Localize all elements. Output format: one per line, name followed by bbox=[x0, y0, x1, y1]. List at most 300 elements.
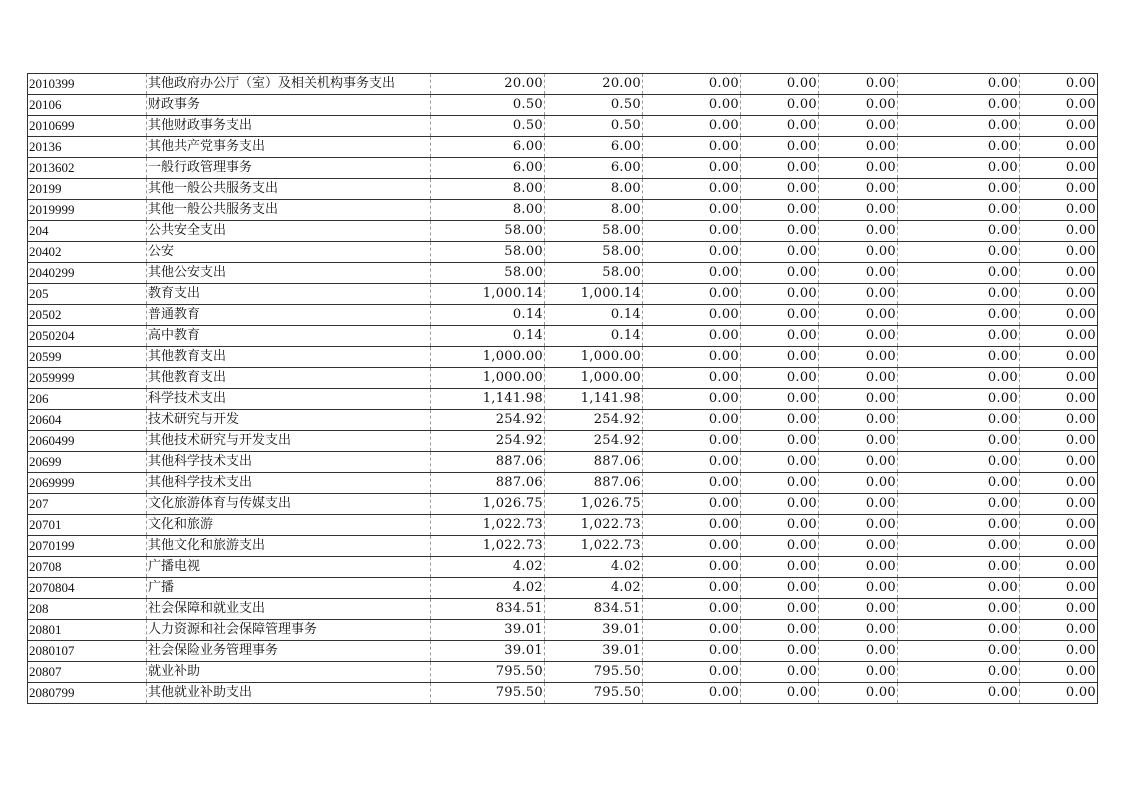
amount-cell: 0.00 bbox=[643, 473, 741, 494]
table-row bbox=[28, 95, 1098, 116]
amount-cell: 0.00 bbox=[1020, 263, 1098, 284]
amount-cell: 0.00 bbox=[643, 641, 741, 662]
amount-cell: 0.00 bbox=[1020, 200, 1098, 221]
amount-cell: 58.00 bbox=[431, 242, 545, 263]
subject-code: 2070804 bbox=[28, 578, 147, 599]
amount-cell: 0.00 bbox=[643, 95, 741, 116]
table-row bbox=[28, 578, 1098, 599]
subject-name: 其他就业补助支出 bbox=[147, 683, 431, 704]
amount-cell: 0.00 bbox=[1020, 620, 1098, 641]
subject-name: 广播电视 bbox=[147, 557, 431, 578]
subject-name: 其他政府办公厅（室）及相关机构事务支出 bbox=[147, 74, 431, 95]
amount-cell: 0.00 bbox=[819, 326, 898, 347]
subject-name: 社会保障和就业支出 bbox=[147, 599, 431, 620]
amount-cell: 0.00 bbox=[1020, 431, 1098, 452]
amount-cell: 0.00 bbox=[741, 536, 819, 557]
subject-name: 其他科学技术支出 bbox=[147, 473, 431, 494]
amount-cell: 254.92 bbox=[545, 431, 643, 452]
amount-cell: 0.00 bbox=[898, 347, 1020, 368]
amount-cell: 0.00 bbox=[898, 74, 1020, 95]
amount-cell: 0.00 bbox=[898, 410, 1020, 431]
amount-cell: 4.02 bbox=[545, 557, 643, 578]
amount-cell: 887.06 bbox=[431, 473, 545, 494]
amount-cell: 0.00 bbox=[819, 158, 898, 179]
amount-cell: 0.00 bbox=[1020, 452, 1098, 473]
amount-cell: 0.00 bbox=[1020, 641, 1098, 662]
amount-cell: 0.00 bbox=[741, 662, 819, 683]
amount-cell: 0.00 bbox=[741, 347, 819, 368]
subject-name: 社会保险业务管理事务 bbox=[147, 641, 431, 662]
amount-cell: 0.00 bbox=[1020, 389, 1098, 410]
amount-cell: 0.00 bbox=[819, 662, 898, 683]
table-row bbox=[28, 473, 1098, 494]
amount-cell: 0.00 bbox=[819, 683, 898, 704]
table-row bbox=[28, 557, 1098, 578]
amount-cell: 0.00 bbox=[741, 263, 819, 284]
table-body bbox=[28, 74, 1098, 704]
subject-code: 20708 bbox=[28, 557, 147, 578]
amount-cell: 1,026.75 bbox=[545, 494, 643, 515]
amount-cell: 0.00 bbox=[898, 557, 1020, 578]
subject-name: 其他教育支出 bbox=[147, 347, 431, 368]
amount-cell: 1,022.73 bbox=[545, 515, 643, 536]
amount-cell: 4.02 bbox=[431, 557, 545, 578]
amount-cell: 0.00 bbox=[643, 578, 741, 599]
table-row bbox=[28, 641, 1098, 662]
amount-cell: 39.01 bbox=[431, 620, 545, 641]
amount-cell: 0.00 bbox=[819, 368, 898, 389]
table-row bbox=[28, 662, 1098, 683]
amount-cell: 0.00 bbox=[819, 137, 898, 158]
amount-cell: 6.00 bbox=[431, 158, 545, 179]
table-row bbox=[28, 536, 1098, 557]
amount-cell: 887.06 bbox=[545, 473, 643, 494]
amount-cell: 0.00 bbox=[1020, 158, 1098, 179]
amount-cell: 1,000.14 bbox=[545, 284, 643, 305]
amount-cell: 0.00 bbox=[898, 200, 1020, 221]
amount-cell: 0.00 bbox=[643, 179, 741, 200]
amount-cell: 0.00 bbox=[741, 431, 819, 452]
amount-cell: 0.00 bbox=[898, 473, 1020, 494]
amount-cell: 0.00 bbox=[819, 221, 898, 242]
amount-cell: 0.00 bbox=[819, 95, 898, 116]
amount-cell: 0.00 bbox=[643, 137, 741, 158]
amount-cell: 0.00 bbox=[1020, 410, 1098, 431]
amount-cell: 0.14 bbox=[545, 326, 643, 347]
subject-name: 其他技术研究与开发支出 bbox=[147, 431, 431, 452]
amount-cell: 0.00 bbox=[643, 494, 741, 515]
amount-cell: 4.02 bbox=[545, 578, 643, 599]
amount-cell: 0.00 bbox=[741, 179, 819, 200]
amount-cell: 0.00 bbox=[741, 221, 819, 242]
amount-cell: 0.00 bbox=[898, 221, 1020, 242]
amount-cell: 0.00 bbox=[1020, 95, 1098, 116]
amount-cell: 795.50 bbox=[545, 683, 643, 704]
table-row bbox=[28, 263, 1098, 284]
amount-cell: 0.00 bbox=[819, 410, 898, 431]
amount-cell: 0.00 bbox=[1020, 221, 1098, 242]
amount-cell: 1,141.98 bbox=[431, 389, 545, 410]
amount-cell: 0.00 bbox=[741, 641, 819, 662]
subject-code: 2080799 bbox=[28, 683, 147, 704]
amount-cell: 0.00 bbox=[1020, 116, 1098, 137]
amount-cell: 834.51 bbox=[545, 599, 643, 620]
amount-cell: 0.00 bbox=[898, 578, 1020, 599]
amount-cell: 0.00 bbox=[643, 347, 741, 368]
subject-code: 20106 bbox=[28, 95, 147, 116]
subject-name: 广播 bbox=[147, 578, 431, 599]
amount-cell: 0.50 bbox=[545, 116, 643, 137]
amount-cell: 0.00 bbox=[898, 389, 1020, 410]
amount-cell: 0.00 bbox=[1020, 683, 1098, 704]
amount-cell: 0.00 bbox=[741, 599, 819, 620]
amount-cell: 0.00 bbox=[1020, 515, 1098, 536]
table-row bbox=[28, 347, 1098, 368]
amount-cell: 0.00 bbox=[898, 620, 1020, 641]
subject-code: 20136 bbox=[28, 137, 147, 158]
amount-cell: 0.00 bbox=[643, 305, 741, 326]
amount-cell: 0.00 bbox=[741, 137, 819, 158]
amount-cell: 254.92 bbox=[431, 410, 545, 431]
amount-cell: 0.00 bbox=[643, 368, 741, 389]
amount-cell: 0.00 bbox=[819, 578, 898, 599]
amount-cell: 58.00 bbox=[545, 242, 643, 263]
amount-cell: 0.00 bbox=[819, 473, 898, 494]
amount-cell: 0.00 bbox=[643, 221, 741, 242]
subject-name: 教育支出 bbox=[147, 284, 431, 305]
amount-cell: 795.50 bbox=[545, 662, 643, 683]
amount-cell: 254.92 bbox=[545, 410, 643, 431]
table-row bbox=[28, 599, 1098, 620]
amount-cell: 0.00 bbox=[1020, 305, 1098, 326]
subject-name: 其他共产党事务支出 bbox=[147, 137, 431, 158]
amount-cell: 0.00 bbox=[819, 284, 898, 305]
amount-cell: 0.00 bbox=[819, 494, 898, 515]
amount-cell: 0.00 bbox=[741, 410, 819, 431]
table-row bbox=[28, 410, 1098, 431]
amount-cell: 0.00 bbox=[898, 431, 1020, 452]
amount-cell: 0.50 bbox=[431, 95, 545, 116]
amount-cell: 0.00 bbox=[643, 599, 741, 620]
amount-cell: 0.00 bbox=[741, 683, 819, 704]
table-row bbox=[28, 515, 1098, 536]
amount-cell: 8.00 bbox=[545, 200, 643, 221]
amount-cell: 0.00 bbox=[741, 452, 819, 473]
amount-cell: 0.00 bbox=[741, 326, 819, 347]
amount-cell: 1,000.14 bbox=[431, 284, 545, 305]
amount-cell: 0.00 bbox=[819, 242, 898, 263]
amount-cell: 39.01 bbox=[545, 620, 643, 641]
table-row bbox=[28, 242, 1098, 263]
amount-cell: 58.00 bbox=[545, 263, 643, 284]
subject-code: 20699 bbox=[28, 452, 147, 473]
amount-cell: 0.50 bbox=[431, 116, 545, 137]
amount-cell: 0.00 bbox=[898, 368, 1020, 389]
subject-code: 208 bbox=[28, 599, 147, 620]
amount-cell: 0.50 bbox=[545, 95, 643, 116]
amount-cell: 0.00 bbox=[1020, 284, 1098, 305]
amount-cell: 0.00 bbox=[643, 242, 741, 263]
table-row bbox=[28, 179, 1098, 200]
amount-cell: 0.00 bbox=[741, 158, 819, 179]
amount-cell: 0.00 bbox=[741, 494, 819, 515]
amount-cell: 0.00 bbox=[819, 179, 898, 200]
amount-cell: 0.00 bbox=[1020, 494, 1098, 515]
subject-code: 2019999 bbox=[28, 200, 147, 221]
amount-cell: 8.00 bbox=[431, 179, 545, 200]
amount-cell: 8.00 bbox=[431, 200, 545, 221]
table-row bbox=[28, 158, 1098, 179]
amount-cell: 20.00 bbox=[545, 74, 643, 95]
subject-name: 就业补助 bbox=[147, 662, 431, 683]
amount-cell: 0.00 bbox=[819, 599, 898, 620]
table-row bbox=[28, 683, 1098, 704]
amount-cell: 8.00 bbox=[545, 179, 643, 200]
amount-cell: 0.00 bbox=[643, 263, 741, 284]
amount-cell: 0.00 bbox=[643, 389, 741, 410]
amount-cell: 0.00 bbox=[819, 347, 898, 368]
amount-cell: 0.00 bbox=[643, 557, 741, 578]
amount-cell: 0.00 bbox=[643, 74, 741, 95]
amount-cell: 39.01 bbox=[545, 641, 643, 662]
amount-cell: 0.00 bbox=[819, 74, 898, 95]
amount-cell: 0.00 bbox=[1020, 473, 1098, 494]
amount-cell: 0.00 bbox=[643, 536, 741, 557]
amount-cell: 0.14 bbox=[545, 305, 643, 326]
amount-cell: 0.00 bbox=[1020, 74, 1098, 95]
amount-cell: 6.00 bbox=[431, 137, 545, 158]
table-row bbox=[28, 368, 1098, 389]
subject-code: 2070199 bbox=[28, 536, 147, 557]
subject-code: 20807 bbox=[28, 662, 147, 683]
subject-name: 财政事务 bbox=[147, 95, 431, 116]
amount-cell: 0.00 bbox=[898, 452, 1020, 473]
amount-cell: 0.00 bbox=[643, 284, 741, 305]
amount-cell: 0.00 bbox=[898, 536, 1020, 557]
amount-cell: 0.00 bbox=[741, 620, 819, 641]
amount-cell: 0.00 bbox=[643, 662, 741, 683]
subject-name: 其他一般公共服务支出 bbox=[147, 200, 431, 221]
amount-cell: 58.00 bbox=[545, 221, 643, 242]
amount-cell: 254.92 bbox=[431, 431, 545, 452]
amount-cell: 0.00 bbox=[819, 263, 898, 284]
subject-name: 科学技术支出 bbox=[147, 389, 431, 410]
amount-cell: 0.00 bbox=[741, 578, 819, 599]
amount-cell: 0.00 bbox=[898, 95, 1020, 116]
subject-code: 206 bbox=[28, 389, 147, 410]
amount-cell: 1,022.73 bbox=[545, 536, 643, 557]
amount-cell: 0.00 bbox=[819, 389, 898, 410]
amount-cell: 0.00 bbox=[898, 662, 1020, 683]
subject-code: 2050204 bbox=[28, 326, 147, 347]
subject-code: 2069999 bbox=[28, 473, 147, 494]
subject-code: 2059999 bbox=[28, 368, 147, 389]
amount-cell: 0.00 bbox=[741, 305, 819, 326]
amount-cell: 0.00 bbox=[819, 452, 898, 473]
amount-cell: 0.00 bbox=[643, 683, 741, 704]
amount-cell: 1,000.00 bbox=[545, 347, 643, 368]
amount-cell: 0.00 bbox=[898, 599, 1020, 620]
table-row bbox=[28, 200, 1098, 221]
subject-name: 普通教育 bbox=[147, 305, 431, 326]
amount-cell: 0.00 bbox=[1020, 242, 1098, 263]
amount-cell: 0.00 bbox=[898, 263, 1020, 284]
amount-cell: 0.00 bbox=[898, 683, 1020, 704]
amount-cell: 0.00 bbox=[741, 515, 819, 536]
amount-cell: 795.50 bbox=[431, 662, 545, 683]
amount-cell: 0.00 bbox=[643, 200, 741, 221]
amount-cell: 834.51 bbox=[431, 599, 545, 620]
table-row bbox=[28, 74, 1098, 95]
subject-code: 205 bbox=[28, 284, 147, 305]
amount-cell: 0.00 bbox=[741, 95, 819, 116]
table-row bbox=[28, 431, 1098, 452]
subject-code: 2010699 bbox=[28, 116, 147, 137]
amount-cell: 0.00 bbox=[741, 284, 819, 305]
subject-code: 2013602 bbox=[28, 158, 147, 179]
amount-cell: 1,141.98 bbox=[545, 389, 643, 410]
amount-cell: 1,022.73 bbox=[431, 536, 545, 557]
amount-cell: 0.00 bbox=[1020, 662, 1098, 683]
amount-cell: 1,000.00 bbox=[431, 368, 545, 389]
amount-cell: 0.00 bbox=[819, 515, 898, 536]
subject-code: 20199 bbox=[28, 179, 147, 200]
amount-cell: 0.00 bbox=[1020, 347, 1098, 368]
subject-code: 20604 bbox=[28, 410, 147, 431]
subject-name: 公安 bbox=[147, 242, 431, 263]
subject-name: 文化和旅游 bbox=[147, 515, 431, 536]
subject-code: 2060499 bbox=[28, 431, 147, 452]
amount-cell: 0.00 bbox=[898, 179, 1020, 200]
amount-cell: 0.00 bbox=[741, 389, 819, 410]
amount-cell: 0.00 bbox=[741, 473, 819, 494]
amount-cell: 0.00 bbox=[819, 431, 898, 452]
amount-cell: 0.00 bbox=[898, 158, 1020, 179]
amount-cell: 0.00 bbox=[898, 641, 1020, 662]
amount-cell: 0.00 bbox=[819, 305, 898, 326]
amount-cell: 795.50 bbox=[431, 683, 545, 704]
amount-cell: 0.00 bbox=[898, 116, 1020, 137]
subject-name: 其他文化和旅游支出 bbox=[147, 536, 431, 557]
amount-cell: 0.00 bbox=[819, 200, 898, 221]
subject-name: 其他公安支出 bbox=[147, 263, 431, 284]
amount-cell: 39.01 bbox=[431, 641, 545, 662]
amount-cell: 0.00 bbox=[898, 137, 1020, 158]
amount-cell: 0.00 bbox=[1020, 536, 1098, 557]
amount-cell: 1,026.75 bbox=[431, 494, 545, 515]
amount-cell: 0.00 bbox=[741, 116, 819, 137]
subject-code: 20599 bbox=[28, 347, 147, 368]
subject-name: 其他财政事务支出 bbox=[147, 116, 431, 137]
amount-cell: 0.00 bbox=[741, 242, 819, 263]
amount-cell: 0.14 bbox=[431, 305, 545, 326]
subject-code: 20801 bbox=[28, 620, 147, 641]
amount-cell: 0.00 bbox=[741, 200, 819, 221]
subject-code: 2080107 bbox=[28, 641, 147, 662]
subject-name: 文化旅游体育与传媒支出 bbox=[147, 494, 431, 515]
amount-cell: 0.00 bbox=[898, 242, 1020, 263]
amount-cell: 6.00 bbox=[545, 158, 643, 179]
amount-cell: 58.00 bbox=[431, 263, 545, 284]
amount-cell: 0.00 bbox=[741, 74, 819, 95]
table-row bbox=[28, 284, 1098, 305]
amount-cell: 1,000.00 bbox=[545, 368, 643, 389]
table-row bbox=[28, 452, 1098, 473]
amount-cell: 0.00 bbox=[1020, 578, 1098, 599]
table-row bbox=[28, 221, 1098, 242]
table-row bbox=[28, 620, 1098, 641]
amount-cell: 0.00 bbox=[898, 305, 1020, 326]
subject-name: 人力资源和社会保障管理事务 bbox=[147, 620, 431, 641]
amount-cell: 0.00 bbox=[819, 557, 898, 578]
subject-name: 其他科学技术支出 bbox=[147, 452, 431, 473]
amount-cell: 0.00 bbox=[898, 284, 1020, 305]
amount-cell: 887.06 bbox=[545, 452, 643, 473]
subject-code: 2040299 bbox=[28, 263, 147, 284]
amount-cell: 0.00 bbox=[643, 116, 741, 137]
subject-code: 20701 bbox=[28, 515, 147, 536]
table-row bbox=[28, 389, 1098, 410]
amount-cell: 4.02 bbox=[431, 578, 545, 599]
amount-cell: 0.00 bbox=[1020, 326, 1098, 347]
subject-name: 技术研究与开发 bbox=[147, 410, 431, 431]
amount-cell: 0.00 bbox=[1020, 557, 1098, 578]
table-row bbox=[28, 494, 1098, 515]
subject-code: 207 bbox=[28, 494, 147, 515]
amount-cell: 0.00 bbox=[1020, 599, 1098, 620]
amount-cell: 0.00 bbox=[643, 452, 741, 473]
amount-cell: 0.00 bbox=[819, 641, 898, 662]
amount-cell: 0.00 bbox=[741, 368, 819, 389]
amount-cell: 1,022.73 bbox=[431, 515, 545, 536]
amount-cell: 0.00 bbox=[1020, 179, 1098, 200]
table-row bbox=[28, 137, 1098, 158]
amount-cell: 0.00 bbox=[643, 158, 741, 179]
amount-cell: 0.00 bbox=[1020, 368, 1098, 389]
subject-name: 公共安全支出 bbox=[147, 221, 431, 242]
amount-cell: 0.14 bbox=[431, 326, 545, 347]
amount-cell: 20.00 bbox=[431, 74, 545, 95]
amount-cell: 0.00 bbox=[898, 494, 1020, 515]
amount-cell: 0.00 bbox=[898, 326, 1020, 347]
subject-code: 20502 bbox=[28, 305, 147, 326]
subject-code: 204 bbox=[28, 221, 147, 242]
subject-name: 其他一般公共服务支出 bbox=[147, 179, 431, 200]
table-row bbox=[28, 326, 1098, 347]
amount-cell: 0.00 bbox=[643, 515, 741, 536]
budget-table bbox=[27, 73, 1098, 704]
amount-cell: 0.00 bbox=[643, 620, 741, 641]
amount-cell: 6.00 bbox=[545, 137, 643, 158]
subject-name: 其他教育支出 bbox=[147, 368, 431, 389]
subject-name: 高中教育 bbox=[147, 326, 431, 347]
amount-cell: 1,000.00 bbox=[431, 347, 545, 368]
amount-cell: 0.00 bbox=[819, 116, 898, 137]
amount-cell: 0.00 bbox=[643, 326, 741, 347]
amount-cell: 0.00 bbox=[819, 620, 898, 641]
amount-cell: 887.06 bbox=[431, 452, 545, 473]
subject-code: 2010399 bbox=[28, 74, 147, 95]
table-row bbox=[28, 305, 1098, 326]
subject-code: 20402 bbox=[28, 242, 147, 263]
subject-name: 一般行政管理事务 bbox=[147, 158, 431, 179]
amount-cell: 58.00 bbox=[431, 221, 545, 242]
amount-cell: 0.00 bbox=[643, 431, 741, 452]
amount-cell: 0.00 bbox=[1020, 137, 1098, 158]
amount-cell: 0.00 bbox=[643, 410, 741, 431]
table-row bbox=[28, 116, 1098, 137]
amount-cell: 0.00 bbox=[741, 557, 819, 578]
